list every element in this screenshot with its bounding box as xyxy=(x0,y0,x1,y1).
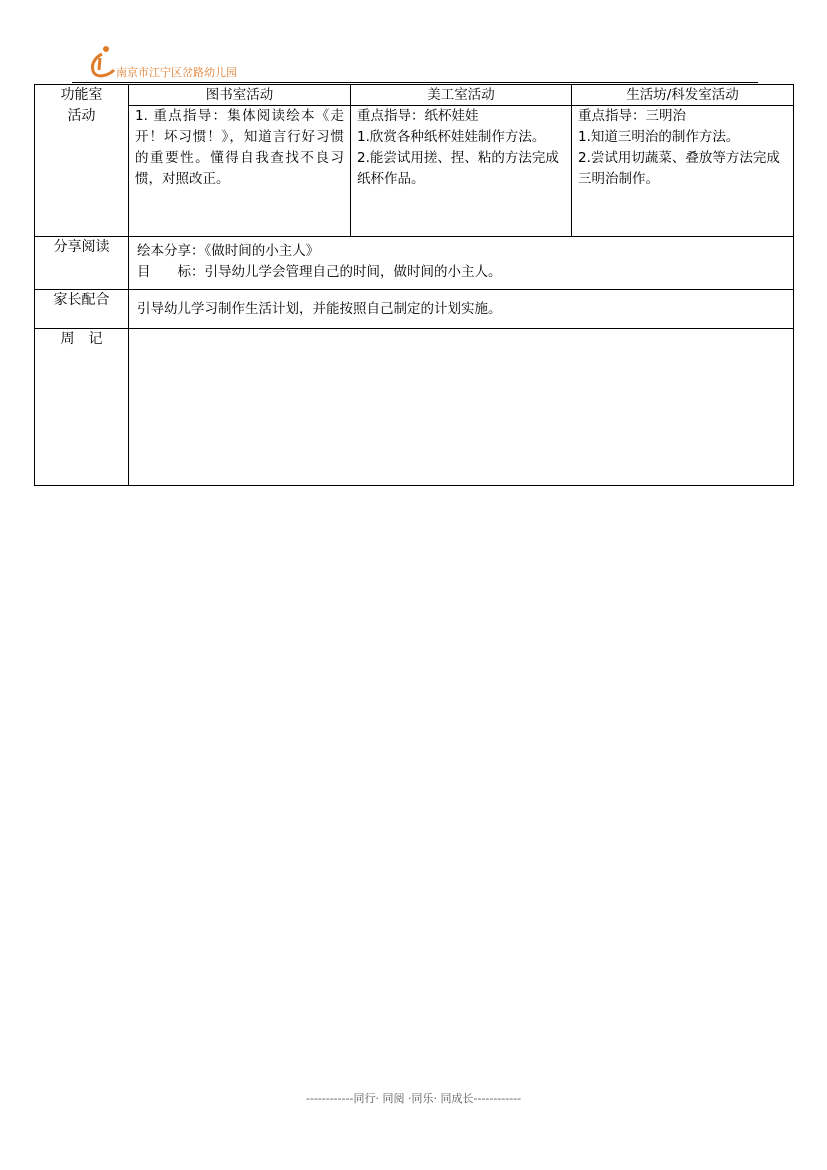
parent-cooperation-row xyxy=(35,290,794,329)
col-title-library: 图书室活动 xyxy=(129,85,351,106)
art-activity-line: 2.能尝试用搓、捏、粘的方法完成纸杯作品。 xyxy=(357,150,559,187)
life-activity-line: 2.尝试用切蔬菜、叠放等方法完成三明治制作。 xyxy=(578,150,780,187)
weekly-notes-label: 周 记 xyxy=(35,329,129,486)
share-reading-book: 绘本分享：《做时间的小主人》 xyxy=(137,243,320,259)
share-reading-cell xyxy=(129,237,794,290)
share-reading-label: 分享阅读 xyxy=(35,237,129,290)
school-logo-icon xyxy=(88,44,118,78)
weekly-plan-table xyxy=(34,84,794,486)
art-activity-line: 1.欣赏各种纸杯娃娃制作方法。 xyxy=(357,129,546,145)
weekly-notes-row xyxy=(35,329,794,486)
header-row xyxy=(35,85,794,106)
col-title-art: 美工室活动 xyxy=(351,85,572,106)
page-header xyxy=(88,44,758,84)
page-footer-slogan: ------------同行· 同阅 ·同乐· 同成长------------ xyxy=(305,1092,522,1105)
header-divider xyxy=(72,82,758,83)
share-reading-goal: 目 标：引导幼儿学会管理自己的时间，做时间的小主人。 xyxy=(137,264,502,280)
life-activity-cell xyxy=(572,106,794,237)
function-room-row xyxy=(35,106,794,237)
weekly-notes-cell[interactable] xyxy=(129,329,794,486)
library-activity-text: 1. 重点指导：集体阅读绘本《走开！坏习惯！》，知道言行好习惯的重要性。懂得自我查找不良习惯，对照改正。 xyxy=(135,108,344,187)
col-title-life: 生活坊/科发室活动 xyxy=(572,85,794,106)
parent-cooperation-text: 引导幼儿学习制作生活计划，并能按照自己制定的计划实施。 xyxy=(129,290,794,329)
art-activity-line: 重点指导：纸杯娃娃 xyxy=(357,108,479,124)
library-activity-cell xyxy=(129,106,351,237)
share-reading-row xyxy=(35,237,794,290)
art-activity-cell xyxy=(351,106,572,237)
function-room-label: 功能室 活动 xyxy=(35,85,129,237)
life-activity-line: 重点指导：三明治 xyxy=(578,108,686,124)
school-name: 南京市江宁区岔路幼儿园 xyxy=(116,66,237,79)
life-activity-line: 1.知道三明治的制作方法。 xyxy=(578,129,740,145)
parent-cooperation-label: 家长配合 xyxy=(35,290,129,329)
